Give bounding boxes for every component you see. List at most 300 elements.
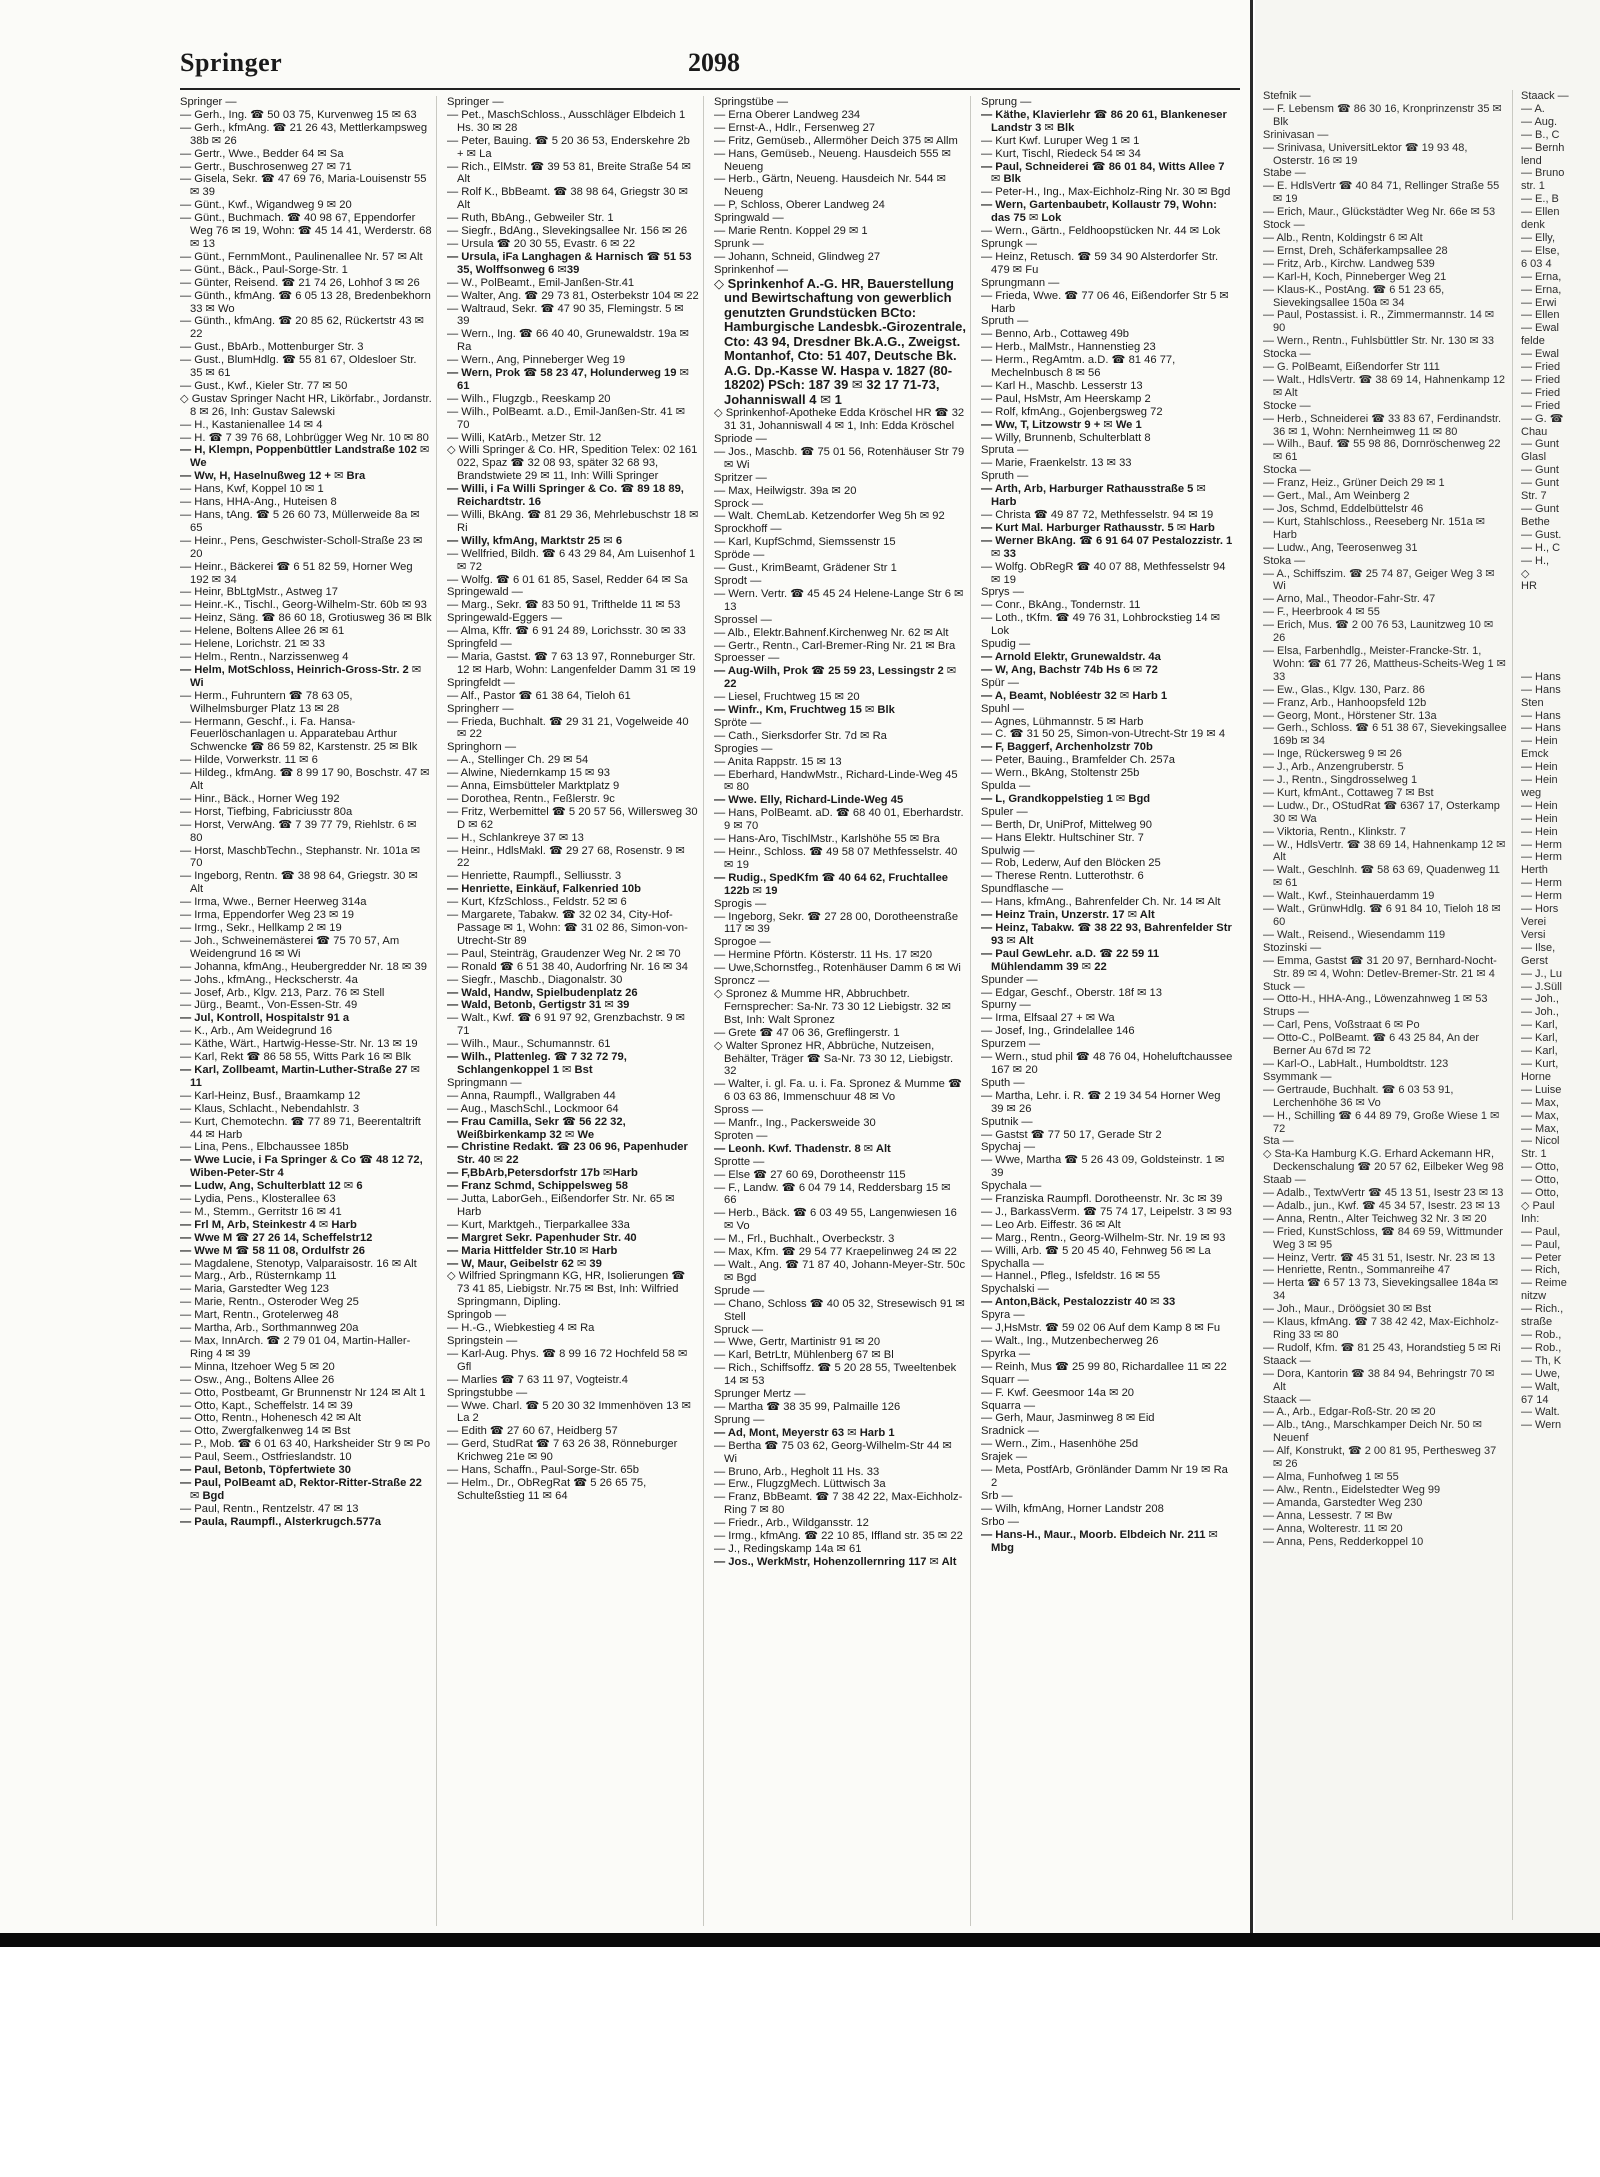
directory-entry: — Irma, Eppendorfer Weg 23 ✉ 19	[180, 909, 354, 922]
directory-entry: Sputh —	[981, 1076, 1025, 1089]
directory-entry: — Joh., Maur., Dröögsiet 30 ✉ Bst	[1263, 1303, 1432, 1316]
running-head: Springer	[180, 48, 283, 77]
directory-entry: — Aug-Wilh, Prok ☎ 25 59 23, Lessingstr 2 ✉ 22	[714, 665, 957, 691]
directory-entry: — Rudig., SpedKfm ☎ 40 64 62, Fruchtallee 122b ✉ 19	[714, 871, 949, 897]
directory-entry: — Helene, Boltens Allee 26 ✉ 61	[180, 625, 345, 638]
directory-entry-clipped: Staack —	[1521, 90, 1569, 102]
directory-entry: — Helene, Lorichstr. 21 ✉ 33	[180, 638, 325, 651]
directory-entry: — Klaus-K., PostAng. ☎ 6 51 23 65, Sievekingsallee 150a ✉ 34	[1263, 283, 1445, 309]
directory-entry: Sprys —	[981, 586, 1024, 599]
directory-entry: — Helm., Dr., ObRegRat ☎ 5 26 65 75, Schulteßstieg 11 ✉ 64	[447, 1476, 647, 1502]
directory-entry: — Hans, Kwf, Koppel 10 ✉ 1	[180, 483, 324, 496]
directory-entry: — Horst, VerwAng. ☎ 7 39 77 79, Riehlstr. 6 ✉ 80	[180, 818, 417, 844]
directory-entry: Sprock —	[714, 497, 764, 510]
directory-entry: — F. Lebensm ☎ 86 30 16, Kronprinzenstr 35 ✉ Blk	[1263, 102, 1502, 128]
directory-entry: — Otto-H., HHA-Ang., Löwenzahnweg 1 ✉ 53	[1263, 993, 1488, 1006]
directory-entry: — Hermine Pförtn. Kösterstr. 11 Hs. 17 ✉20	[714, 949, 933, 962]
directory-entry: — Hans, HHA-Ang., Huteisen 8	[180, 496, 337, 509]
directory-entry: — Jos., Maschb. ☎ 75 01 56, Rotenhäuser Str 79 ✉ Wi	[714, 445, 965, 471]
directory-entry: — Alf., Pastor ☎ 61 38 64, Tieloh 61	[447, 689, 631, 702]
directory-entry: Spurny —	[981, 999, 1031, 1012]
directory-entry-clipped: — Herm	[1521, 877, 1562, 890]
directory-entry: — J,HsMstr. ☎ 59 02 06 Auf dem Kamp 8 ✉ Fu	[981, 1322, 1221, 1335]
directory-entry: — Gust., KrimBeamt, Grädener Str 1	[714, 562, 897, 575]
directory-entry: Squarr —	[981, 1373, 1029, 1386]
directory-entry-clipped: — Hein	[1521, 735, 1558, 748]
directory-entry: ◇ Spronez & Mumme HR, Abbruchbetr. Fernsprecher: Sa-Nr. 73 30 12 Liebigstr. 32 ✉ Bst, Inh: Walt Spronez	[714, 987, 952, 1026]
directory-entry: Stock —	[1263, 219, 1305, 232]
directory-entry: Springer —	[447, 96, 504, 108]
header-rule	[180, 88, 1240, 90]
directory-entry-clipped: — H.,	[1521, 554, 1550, 567]
directory-entry: Spriode —	[714, 433, 767, 445]
directory-entry: — Margret Sekr. Papenhuder Str. 40	[447, 1231, 637, 1244]
directory-entry: — Wern., Gärtn., Feldhoopstücken Nr. 44 ✉ Lok	[981, 225, 1221, 238]
directory-entry: — Herb., Gärtn, Neueng. Hausdeich Nr. 544 ✉ Neueng	[714, 173, 946, 199]
directory-entry: — M., Frl., Buchhalt., Overbeckstr. 3	[714, 1233, 895, 1246]
directory-entry: ◇ Sprinkenhof-Apotheke Edda Kröschel HR ☎ 32 31 31, Johanniswall 4 ✉ 1, Inh: Edda Kröschel	[714, 407, 965, 433]
directory-entry-clipped: — Erna,	[1521, 283, 1562, 296]
directory-entry-clipped: — Hein	[1521, 761, 1558, 774]
directory-entry-clipped: — Ewal	[1521, 322, 1559, 335]
directory-entry-clipped: Glasl	[1521, 451, 1547, 464]
directory-entry: — Edith ☎ 27 60 67, Heidberg 57	[447, 1425, 618, 1438]
directory-entry: — Walter, i. gl. Fa. u. i. Fa. Spronez & Mumme ☎ 6 03 63 86, Immenschuur 48 ✉ Vo	[714, 1078, 962, 1104]
directory-entry-clipped: — Kurt,	[1521, 1057, 1559, 1070]
directory-entry-clipped: — Aug.	[1521, 115, 1558, 128]
directory-entry: — Willi, Arb. ☎ 5 20 45 40, Fehnweg 56 ✉ La	[981, 1244, 1211, 1257]
directory-entry-clipped: — Fried	[1521, 399, 1561, 412]
directory-entry: Stocka —	[1263, 348, 1311, 361]
directory-entry: — Maria Hittfelder Str.10 ✉ Harb	[447, 1244, 618, 1257]
directory-entry: — Conr., BkAng., Tondernstr. 11	[981, 599, 1141, 612]
directory-entry-clipped: — Max,	[1521, 1096, 1559, 1109]
directory-entry: Spunder —	[981, 973, 1038, 986]
directory-entry: — Alf, Konstrukt, ☎ 2 00 81 95, Perthesweg 37 ✉ 26	[1263, 1445, 1497, 1471]
directory-entry: — Gastst ☎ 77 50 17, Gerade Str 2	[981, 1128, 1162, 1141]
directory-entry-clipped: felde	[1521, 335, 1545, 348]
directory-entry: — Heinr., Bäckerei ☎ 6 51 82 59, Horner Weg 192 ✉ 34	[180, 560, 413, 586]
directory-entry: — F., Heerbrook 4 ✉ 55	[1263, 606, 1380, 619]
directory-entry-clipped: — Hein	[1521, 799, 1558, 812]
directory-entry: — Ww, H, Haselnußweg 12 + ✉ Bra	[180, 470, 366, 483]
directory-entry: — Paul, Schneiderei ☎ 86 01 84, Witts Allee 7 ✉ Blk	[981, 160, 1225, 186]
directory-entry: — Henriette, Einkäuf, Falkenried 10b	[447, 883, 641, 896]
directory-entry-clipped: — Walt.	[1521, 1406, 1560, 1419]
directory-entry: — Jul, Kontroll, Hospitalstr 91 a	[180, 1012, 350, 1025]
directory-entry: — Heinr, BbLtgMstr., Astweg 17	[180, 586, 338, 599]
directory-entry: — Wald, Handw, Spielbudenplatz 26	[447, 986, 638, 999]
directory-entry-clipped: — Erna,	[1521, 270, 1562, 283]
directory-entry: — Wwe. Elly, Richard-Linde-Weg 45	[714, 794, 904, 807]
directory-entry: — Bruno, Arb., Hegholt 11 Hs. 33	[714, 1465, 880, 1478]
directory-entry: Sprogoe —	[714, 936, 771, 949]
directory-entry: — Christa ☎ 49 87 72, Methfesselstr. 94 ✉ 19	[981, 509, 1214, 521]
directory-entry-clipped: — B., C	[1521, 128, 1560, 141]
directory-entry: — Karl, Rekt ☎ 86 58 55, Witts Park 16 ✉ Blk	[180, 1051, 411, 1064]
directory-entry: Sproncz —	[714, 975, 770, 988]
directory-entry: — W, Ang, Bachstr 74b Hs 6 ✉ 72	[981, 663, 1158, 676]
directory-entry: — Willy, kfmAng, Marktstr 25 ✉ 6	[447, 534, 623, 547]
directory-entry: Springstubbe —	[447, 1386, 528, 1399]
directory-entry: Squarra —	[981, 1399, 1036, 1412]
directory-entry: — Günt., Buchmach. ☎ 40 98 67, Eppendorfer Weg 76 ✉ 19, Wohn: ☎ 45 14 41, Werderstr. 68 ✉ 13	[180, 212, 432, 250]
directory-entry: — Heinz, Tabakw. ☎ 38 22 93, Bahrenfelder Str 93 ✉ Alt	[981, 922, 1232, 947]
directory-entry-clipped: — Otto,	[1521, 1161, 1559, 1174]
directory-entry: — Günt., FernmMont., Paulinenallee Nr. 57 ✉ Alt	[180, 250, 423, 263]
directory-entry: — Agnes, Lühmannstr. 5 ✉ Harb	[981, 715, 1144, 728]
directory-entry: — Wern., Ang, Pinneberger Weg 19	[447, 354, 626, 367]
directory-column-4	[981, 96, 1238, 1926]
directory-entry: — Hans, Gemüseb., Neueng. Hausdeich 555 ✉ Neueng	[714, 147, 951, 173]
directory-entry-clipped: — Th, K	[1521, 1354, 1562, 1367]
directory-entry-clipped: Gerst	[1521, 954, 1548, 967]
directory-entry: — Berth, Dr, UniProf, Mittelweg 90	[981, 818, 1152, 831]
directory-entry: — Srinivasa, UniversitLektor ☎ 19 93 48, Osterstr. 16 ✉ 19	[1263, 141, 1468, 167]
directory-entry: — Heinr., Pens, Geschwister-Scholl-Straße 23 ✉ 20	[180, 534, 423, 560]
directory-entry: — Walt., Kwf., Steinhauerdamm 19	[1263, 890, 1435, 903]
directory-entry: — Karl-Heinz, Busf., Braamkamp 12	[180, 1089, 361, 1102]
directory-entry: — Franz, BbBeamt. ☎ 7 38 42 22, Max-Eichholz-Ring 7 ✉ 80	[714, 1491, 963, 1517]
directory-entry: — Helm., Rentn., Narzissenweg 4	[180, 650, 349, 663]
directory-entry-clipped: — Ewal	[1521, 348, 1559, 361]
directory-entry: — A, Beamt, Nobléestr 32 ✉ Harb 1	[981, 689, 1168, 702]
directory-entry-clipped: Horne	[1521, 1070, 1551, 1083]
directory-entry: — Willy, Brunnenb, Schulterblatt 8	[981, 431, 1151, 444]
directory-entry: — H., Schlankreye 37 ✉ 13	[447, 831, 584, 844]
directory-entry: — Frieda, Buchhalt. ☎ 29 31 21, Vogelweide 40 ✉ 22	[447, 715, 689, 741]
directory-entry: — Wwe M ☎ 27 26 14, Scheffelstr12	[180, 1231, 373, 1244]
directory-entry-clipped	[1521, 593, 1600, 606]
directory-entry: — Rolf K., BbBeamt. ☎ 38 98 64, Griegstr 30 ✉ Alt	[447, 186, 688, 212]
directory-entry: — Hans, PolBeamt. aD. ☎ 68 40 01, Eberhardstr. 9 ✉ 70	[714, 807, 964, 833]
directory-entry: — Loth., tKfm. ☎ 49 76 31, Lohbrockstieg 14 ✉ Lok	[981, 612, 1221, 638]
directory-entry: — Siegfr., BdAng., Slevekingsallee Nr. 156 ✉ 26	[447, 225, 688, 238]
directory-entry: — Herm., Fuhruntern ☎ 78 63 05, Wilhelmsburger Platz 13 ✉ 28	[180, 689, 353, 715]
directory-entry: — Rolf, kfmAng., Gojenbergsweg 72	[981, 405, 1163, 418]
directory-entry: — Adalb., TextwVertr ☎ 45 13 51, Isestr 23 ✉ 13	[1263, 1187, 1504, 1200]
directory-entry: — Else ☎ 27 60 69, Dorotheenstr 115	[714, 1168, 906, 1181]
directory-entry: — Karl, Zollbeamt, Martin-Luther-Straße 27 ✉ 11	[180, 1063, 420, 1089]
directory-entry-clipped	[1521, 619, 1600, 632]
directory-entry: — Horst, Tiefbing, Fabriciusstr 80a	[180, 805, 353, 818]
directory-entry: — Günter, Reisend. ☎ 21 74 26, Lohhof 3 ✉ 26	[180, 276, 420, 289]
directory-entry: Staab —	[1263, 1174, 1306, 1187]
directory-entry: Spritzer —	[714, 471, 767, 484]
directory-entry: — Max, InnArch. ☎ 2 79 01 04, Martin-Haller-Ring 4 ✉ 39	[180, 1335, 411, 1360]
directory-entry-clipped: — Peter	[1521, 1251, 1562, 1264]
directory-entry: — Kurt, Stahlschloss., Reeseberg Nr. 151a ✉ Harb	[1263, 515, 1485, 541]
directory-entry: — Paul, HsMstr, Am Heerskamp 2	[981, 392, 1151, 405]
directory-entry: — Karl H., Maschb. Lesserstr 13	[981, 379, 1143, 392]
directory-entry: — Gertr., Wwe., Bedder 64 ✉ Sa	[180, 147, 344, 160]
directory-entry: — Gust., BlumHdlg. ☎ 55 81 67, Oldesloer Str. 35 ✉ 61	[180, 354, 417, 380]
directory-entry: — Ronald ☎ 6 51 38 40, Audorfring Nr. 16 ✉ 34	[447, 960, 688, 973]
directory-entry-clipped: — Wern	[1521, 1419, 1562, 1432]
directory-entry: — Maria, Gastst. ☎ 7 63 13 97, Ronneburger Str. 12 ✉ Harb, Wohn: Langenfelder Damm 31 ✉ 19	[447, 650, 696, 676]
page-header	[180, 48, 1240, 86]
directory-entry: — Benno, Arb., Cottaweg 49b	[981, 328, 1130, 341]
directory-entry: — Käthe, Wärt., Hartwig-Hesse-Str. Nr. 13 ✉ 19	[180, 1038, 418, 1051]
directory-entry: — Anna, Eimsbütteler Marktplatz 9	[447, 780, 620, 793]
directory-entry-clipped: — Bruno	[1521, 167, 1565, 180]
directory-entry: — Walt., GrünwHdlg. ☎ 6 91 84 10, Tieloh 18 ✉ 60	[1263, 903, 1501, 928]
directory-entry-clipped: straße	[1521, 1316, 1553, 1329]
directory-entry: — Karl-Aug. Phys. ☎ 8 99 16 72 Hochfeld 58 ✉ Gfl	[447, 1347, 688, 1373]
directory-entry-clipped: — Gunt	[1521, 438, 1559, 451]
directory-entry: — Paul, Seem., Ostfrieslandstr. 10	[180, 1451, 352, 1464]
directory-entry: — Aug., MaschSchl., Lockmoor 64	[447, 1102, 619, 1115]
directory-entry: — Frau Camilla, Sekr ☎ 56 22 32, Weißbirkenkamp 32 ✉ We	[447, 1115, 626, 1141]
directory-entry: — Magdalene, Stenotyp, Valparaisostr. 16 ✉ Alt	[180, 1257, 417, 1270]
directory-entry: — Hannel., Pfleg., Isfeldstr. 16 ✉ 55	[981, 1270, 1161, 1283]
directory-entry: — Irma, Elfsaal 27 + ✉ Wa	[981, 1012, 1115, 1025]
directory-entry: Sprinkenhof —	[714, 263, 789, 276]
directory-entry-clipped: — H., C	[1521, 541, 1561, 554]
directory-entry: — Anna, Raumpfl., Wallgraben 44	[447, 1089, 616, 1102]
directory-entry: — Carl, Pens, Voßstraat 6 ✉ Po	[1263, 1019, 1420, 1032]
right-page-partial	[1255, 0, 1600, 1940]
directory-entry: — Paul, Rentn., Rentzelstr. 47 ✉ 13	[180, 1502, 359, 1515]
directory-entry: — Ruth, BbAng., Gebweiler Str. 1	[447, 212, 614, 225]
directory-entry: — Irmg., Sekr., Hellkamp 2 ✉ 19	[180, 922, 342, 934]
directory-entry: Spruta —	[981, 444, 1029, 457]
directory-entry-clipped: 6 03 4	[1521, 257, 1552, 270]
directory-entry: — J., Arb., Anzengruberstr. 5	[1263, 761, 1404, 774]
directory-entry: Springmann —	[447, 1076, 522, 1089]
directory-entry: Spröte —	[714, 716, 762, 729]
directory-entry: — Hilde, Vorwerkstr. 11 ✉ 6	[180, 754, 318, 767]
directory-entry: — Karl, KupfSchmd, Siemssenstr 15	[714, 536, 896, 549]
directory-entry: — Günth., kfmAng. ☎ 6 05 13 28, Bredenbekhorn 33 ✉ Wo	[180, 289, 431, 315]
directory-entry: — Jos., WerkMstr, Hohenzollernring 117 ✉ Alt	[714, 1555, 957, 1568]
directory-entry: Springewald-Eggers —	[447, 612, 563, 625]
directory-entry-clipped: Versi	[1521, 928, 1546, 941]
directory-entry: — Alb., Rentn, Koldingstr 6 ✉ Alt	[1263, 231, 1423, 244]
directory-entry: Stozinski —	[1263, 941, 1322, 954]
directory-entry: Sprogies —	[714, 742, 773, 755]
directory-entry-clipped: — Otto,	[1521, 1187, 1559, 1200]
directory-entry: — Gust., BbArb., Mottenburger Str. 3	[180, 341, 364, 354]
directory-entry: ◇ Gustav Springer Nacht HR, Likörfabr., Jordanstr. 8 ✉ 26, Inh: Gustav Salewski	[180, 392, 432, 418]
directory-entry-clipped: — Hans	[1521, 683, 1561, 696]
directory-entry-clipped: — Rob.,	[1521, 1329, 1562, 1341]
directory-entry: — Wilh., Bauf. ☎ 55 98 86, Dornröschenweg 22 ✉ 61	[1263, 438, 1501, 464]
directory-entry: Srinivasan —	[1263, 128, 1329, 141]
directory-entry-clipped: — Herm	[1521, 851, 1562, 864]
directory-entry: — Heinz, Retusch. ☎ 59 34 90 Alsterdorfer Str. 479 ✉ Fu	[981, 250, 1219, 276]
directory-entry: — Franz Schmd, Schippelsweg 58	[447, 1180, 628, 1193]
directory-entry: — Heinr.-K., Tischl., Georg-Wilhelm-Str. 60b ✉ 93	[180, 599, 427, 612]
directory-entry: — Peter-H., Ing., Max-Eichholz-Ring Nr. 30 ✉ Bgd	[981, 186, 1231, 199]
directory-entry: — Otto, Postbeamt, Gr Brunnenstr Nr 124 ✉ Alt 1	[180, 1386, 426, 1399]
directory-entry: — Gerh., kfmAng. ☎ 21 26 43, Mettlerkampsweg 38b ✉ 26	[180, 121, 428, 147]
directory-entry: — Pet., MaschSchloss., Ausschläger Elbdeich 1 Hs. 30 ✉ 28	[447, 108, 686, 134]
directory-entry: — Herm., RegAmtm. a.D. ☎ 81 46 77, Mechelnbusch 8 ✉ 56	[981, 354, 1176, 380]
directory-entry-clipped: Chau	[1521, 425, 1548, 438]
directory-entry: — Marie, Fraenkelstr. 13 ✉ 33	[981, 457, 1132, 470]
directory-entry: — Amanda, Garstedter Weg 230	[1263, 1496, 1423, 1509]
directory-entry: Sprung —	[714, 1413, 765, 1426]
directory-entry: — Karl, BetrLtr, Mühlenberg 67 ✉ Bl	[714, 1349, 894, 1362]
directory-entry: — Gertr., Rentn., Carl-Bremer-Ring Nr. 21 ✉ Bra	[714, 639, 956, 652]
directory-entry: — Ludw, Ang, Schulterblatt 12 ✉ 6	[180, 1180, 363, 1193]
page-number: 2098	[688, 48, 740, 77]
directory-entry: Spulda —	[981, 780, 1031, 793]
directory-entry: Sprotte —	[714, 1155, 765, 1168]
directory-entry: — Marie Rentn. Koppel 29 ✉ 1	[714, 225, 868, 238]
directory-entry: — Mart, Rentn., Grotelerweg 48	[180, 1309, 339, 1322]
directory-entry: — Wwe. Charl. ☎ 5 20 30 32 Immenhöven 13 ✉ La 2	[447, 1399, 692, 1425]
directory-entry: — Georg, Mont., Hörstener Str. 13a	[1263, 709, 1437, 722]
directory-entry: — Hans-H., Maur., Moorb. Elbdeich Nr. 211 ✉ Mbg	[981, 1528, 1218, 1554]
directory-entry: — Heinz, Säng. ☎ 86 60 18, Grotiusweg 36 ✉ Blk	[180, 612, 432, 625]
directory-entry: — Jürg., Beamt., Von-Essen-Str. 49	[180, 999, 358, 1012]
directory-entry: — Leonh. Kwf. Thadenstr. 8 ✉ Alt	[714, 1142, 891, 1155]
directory-entry: Stocka —	[1263, 464, 1311, 477]
directory-entry: Spychalla —	[981, 1257, 1044, 1270]
directory-entry: — A., Stellinger Ch. 29 ✉ 54	[447, 754, 589, 767]
directory-entry: — Dorothea, Rentn., Feßlerstr. 9c	[447, 792, 615, 805]
directory-entry: — Walt. ChemLab. Ketzendorfer Weg 5h ✉ 92	[714, 510, 945, 523]
directory-entry-clipped: — E., B	[1521, 193, 1559, 206]
directory-entry: — L, Grandkoppelstieg 1 ✉ Bgd	[981, 792, 1151, 805]
directory-entry: Spuhl —	[981, 702, 1024, 715]
directory-entry-clipped: — Fried	[1521, 373, 1561, 386]
directory-entry: Sprungk —	[981, 237, 1037, 250]
directory-entry: — Erw., FlugzgMech. Lüttwisch 3a	[714, 1478, 886, 1491]
directory-entry: Srajek —	[981, 1451, 1028, 1464]
directory-entry: — F, Baggerf, Archenholzstr 70b	[981, 741, 1153, 754]
directory-entry: — Alb., tAng., Marschkamper Deich Nr. 50 ✉ Neuenf	[1263, 1419, 1482, 1445]
directory-entry: — Werner BkAng. ☎ 6 91 64 07 Pestalozzistr. 1 ✉ 33	[981, 534, 1233, 560]
directory-entry: Springhorn —	[447, 741, 517, 754]
directory-entry-clipped: Str. 1	[1521, 1148, 1547, 1161]
directory-entry: — W., HdlsVertr. ☎ 38 69 14, Hahnenkamp 12 ✉ Alt	[1263, 838, 1506, 864]
directory-entry: — Max, Kfm. ☎ 29 54 77 Kraepelinweg 24 ✉ 22	[714, 1246, 957, 1259]
directory-entry: — Uwe,Schornstfeg., Rotenhäuser Damm 6 ✉ Wi	[714, 962, 961, 975]
directory-entry-clipped: — Ellen	[1521, 206, 1560, 219]
directory-entry-clipped: ◇ Paul	[1521, 1199, 1555, 1212]
directory-entry: — Rudolf, Kfm. ☎ 81 25 43, Horandstieg 5 ✉ Ri	[1263, 1341, 1501, 1354]
directory-entry-clipped: — Joh.,	[1521, 993, 1559, 1006]
directory-entry-clipped: — Rich.,	[1521, 1303, 1564, 1316]
directory-entry: — Gerh., Schloss. ☎ 6 51 38 67, Sievekingsallee 169b ✉ 34	[1263, 722, 1507, 748]
directory-column-3	[714, 96, 971, 1926]
directory-entry-clipped: — Joh.,	[1521, 1006, 1559, 1019]
directory-entry: — Josef, Arb., Klgv. 213, Parz. 76 ✉ Stell	[180, 986, 385, 999]
directory-entry: — Martha, Arb., Sorthmannweg 20a	[180, 1322, 359, 1335]
directory-entry: — P, Schloss, Oberer Landweg 24	[714, 199, 885, 212]
directory-entry: — Günt., Bäck., Paul-Sorge-Str. 1	[180, 263, 348, 276]
directory-entry: Spudig —	[981, 638, 1031, 651]
directory-entry: — Kurt, Tischl, Riedeck 54 ✉ 34	[981, 147, 1141, 160]
right-page-columns	[1263, 90, 1600, 1920]
directory-entry: — Franz, Arb., Hanhoopsfeld 12b	[1263, 696, 1427, 709]
directory-entry: — Irma, Wwe., Berner Heerweg 314a	[180, 896, 367, 909]
directory-entry: Sprungmann —	[981, 276, 1060, 289]
directory-entry: — Wern., Rentn., Fuhlsbüttler Str. Nr. 130 ✉ 33	[1263, 335, 1494, 348]
directory-entry-clipped: — Herm	[1521, 890, 1562, 903]
directory-entry: Sprude —	[714, 1284, 765, 1297]
directory-entry: — Ernst-A., Hdlr., Fersenweg 27	[714, 121, 876, 134]
directory-entry: — Kurt, Marktgeh., Tierparkallee 33a	[447, 1218, 630, 1231]
directory-entry: — Willi, KatArb., Metzer Str. 12	[447, 431, 602, 444]
directory-entry-clipped: Sten	[1521, 696, 1544, 709]
directory-entry: — Ursula, iFa Langhagen & Harnisch ☎ 51 53 35, Wolffsonweg 6 ✉39	[447, 250, 692, 276]
directory-entry-clipped: — Hans	[1521, 709, 1561, 722]
directory-entry: — Joh., Schweinemästerei ☎ 75 70 57, Am Weidengrund 16 ✉ Wi	[180, 934, 400, 960]
directory-entry-clipped: lend	[1521, 154, 1542, 167]
directory-entry: — Wern., Ing. ☎ 66 40 40, Grunewaldstr. 19a ✉ Ra	[447, 328, 689, 354]
directory-entry: — K., Arb., Am Weidegrund 16	[180, 1025, 333, 1038]
directory-entry: ◇ Walter Spronez HR, Abbrüche, Nutzeisen, Behälter, Träger ☎ Sa-Nr. 73 30 12, Liebigstr. 32	[714, 1039, 954, 1078]
directory-entry: — Osw., Ang., Boltens Allee 26	[180, 1373, 335, 1386]
directory-entry: — Gertraude, Buchhalt. ☎ 6 03 53 91, Lerchenhöhe 36 ✉ Vo	[1263, 1083, 1454, 1109]
directory-entry: — Inge, Rückersweg 9 ✉ 26	[1263, 748, 1402, 761]
directory-entry: — Eberhard, HandwMstr., Richard-Linde-Weg 45 ✉ 80	[714, 768, 958, 794]
directory-entry: — Ludw., Dr., OStudRat ☎ 6367 17, Osterkamp 30 ✉ Wa	[1263, 799, 1500, 825]
directory-entry: — Hans Elektr. Hultschiner Str. 7	[981, 831, 1144, 844]
directory-entry: — Hans, Schaffn., Paul-Sorge-Str. 65b	[447, 1464, 639, 1477]
directory-entry: Spyrka —	[981, 1347, 1031, 1360]
directory-entry: — Wilh., Plattenleg. ☎ 7 32 72 79, Schlangenkoppel 1 ✉ Bst	[447, 1051, 627, 1076]
directory-entry-clipped: Bethe	[1521, 515, 1550, 528]
directory-entry: — Rich., Schiffsoffz. ☎ 5 20 28 55, Tweeltenbek 14 ✉ 53	[714, 1362, 957, 1388]
directory-entry: Springherr —	[447, 702, 514, 715]
directory-entry: — Wern., stud phil ☎ 48 76 04, Hoheluftchaussee 167 ✉ 20	[981, 1051, 1233, 1076]
directory-entry-clipped: denk	[1521, 219, 1545, 232]
directory-entry: — Kurt, Chemotechn. ☎ 77 89 71, Beerentaltrift 44 ✉ Harb	[180, 1115, 421, 1141]
directory-entry-clipped: str. 1	[1521, 180, 1545, 193]
directory-entry-clipped	[1521, 606, 1600, 619]
directory-entry-clipped: — Karl,	[1521, 1032, 1558, 1045]
directory-entry: — W, Maur, Geibelstr 62 ✉ 39	[447, 1257, 602, 1270]
directory-entry: — Rich., ElMstr. ☎ 39 53 81, Breite Straße 54 ✉ Alt	[447, 160, 692, 186]
directory-entry: — Herb., MalMstr., Hannenstieg 23	[981, 341, 1156, 354]
directory-entry: — Alb., Elektr.Bahnenf.Kirchenweg Nr. 62 ✉ Alt	[714, 626, 949, 639]
directory-entry: Sproesser —	[714, 652, 780, 665]
directory-entry: — Otto, Zwergfalkenweg 14 ✉ Bst	[180, 1425, 351, 1438]
directory-entry: — Paul, Postassist. i. R., Zimmermannstr. 14 ✉ 90	[1263, 309, 1495, 335]
directory-entry: — J., BarkassVerm. ☎ 75 74 17, Leipelstr. 3 ✉ 93	[981, 1205, 1232, 1218]
directory-entry: — Marg., Arb., Rüsternkamp 11	[180, 1270, 337, 1283]
directory-entry: — Ursula ☎ 20 30 55, Evastr. 6 ✉ 22	[447, 237, 636, 250]
directory-entry-clipped: — Gunt	[1521, 503, 1559, 515]
directory-entry: — Fritz, Arb., Kirchw. Landweg 539	[1263, 257, 1435, 270]
directory-entry: — Hildeg., kfmAng. ☎ 8 99 17 90, Boschstr. 47 ✉ Alt	[180, 767, 430, 793]
directory-entry: — Gert., Mal., Am Weinberg 2	[1263, 490, 1410, 503]
directory-entry: Srbo —	[981, 1515, 1019, 1528]
directory-entry: — Franz, Heiz., Grüner Deich 29 ✉ 1	[1263, 477, 1445, 490]
directory-entry: — Johs., kfmAng., Heckscherstr. 4a	[180, 973, 358, 986]
directory-entry: — A., Arb., Edgar-Roß-Str. 20 ✉ 20	[1263, 1406, 1436, 1419]
directory-entry: — Wilh., Maur., Schumannstr. 61	[447, 1038, 611, 1051]
directory-entry: — Klaus, kfmAng. ☎ 7 38 42 42, Max-Eichholz-Ring 33 ✉ 80	[1263, 1316, 1499, 1341]
directory-entry: — H., Kastanienallee 14 ✉ 4	[180, 418, 323, 431]
directory-entry: — Margarete, Tabakw. ☎ 32 02 34, City-Hof-Passage ✉ 1, Wohn: ☎ 31 02 86, Simon-von-Utrecht-Str 89	[447, 909, 688, 947]
directory-entry: — Lina, Pens., Elbchaussee 185b	[180, 1141, 349, 1154]
directory-entry: Sprodt —	[714, 574, 762, 587]
directory-entry: — Edgar, Geschf., Oberstr. 18f ✉ 13	[981, 986, 1162, 999]
directory-entry: — Henriette, Raumpfl., Selliusstr. 3	[447, 870, 622, 883]
directory-columns	[180, 96, 1240, 1926]
directory-entry: — Gerd, StudRat ☎ 7 63 26 38, Rönneburger Krichweg 21e ✉ 90	[447, 1438, 678, 1464]
directory-entry-clipped: Emck	[1521, 748, 1549, 761]
directory-entry: Stocke —	[1263, 399, 1311, 412]
directory-entry: — Marlies ☎ 7 63 11 97, Vogteistr.4	[447, 1373, 629, 1386]
directory-entry-clipped: — A.	[1521, 102, 1545, 115]
